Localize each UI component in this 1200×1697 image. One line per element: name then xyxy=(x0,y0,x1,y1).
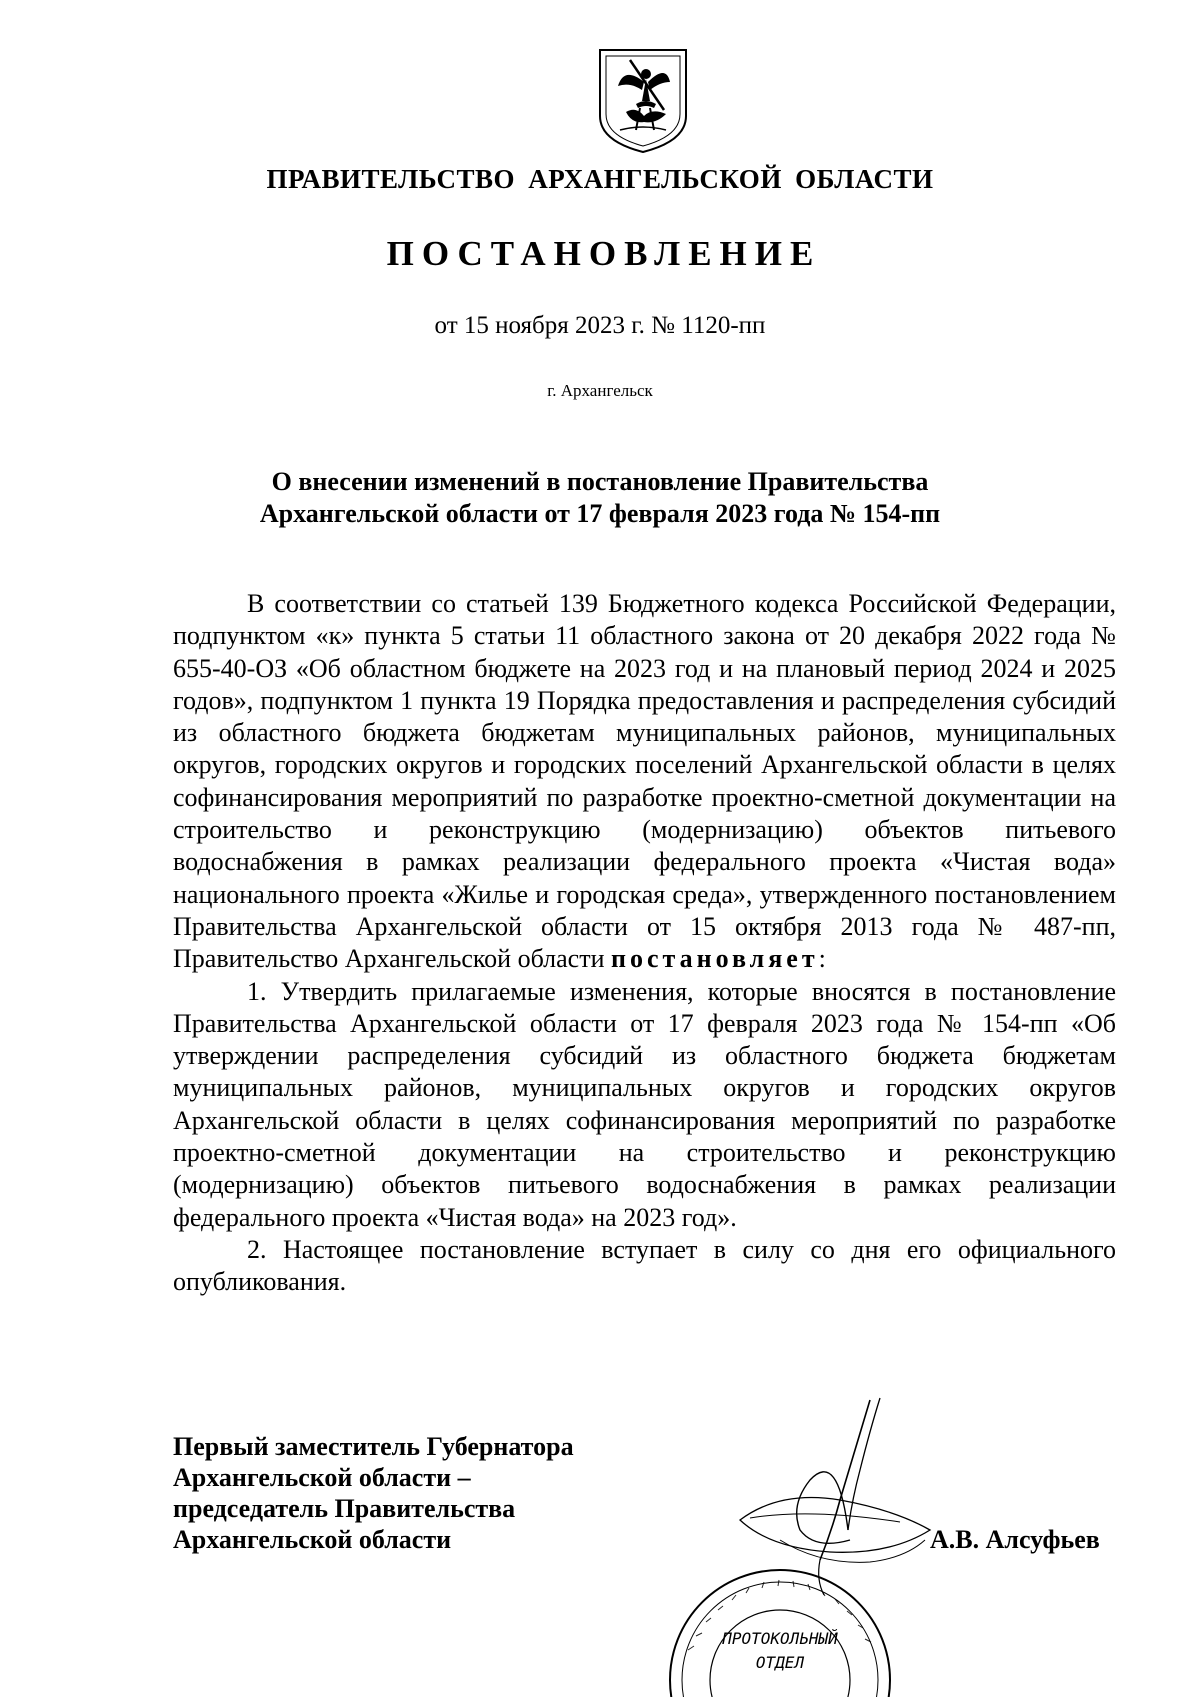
position-line: Архангельской области xyxy=(173,1525,452,1554)
decree-word: постановляет xyxy=(611,944,819,974)
preamble-text: В соответствии со статьей 139 Бюджетного кодекса Российской Федерации, подпунктом «к» пункта 5 статьи 11 областного закона от 20 декабря 2022 года № 655-40-ОЗ «Об областном бюджете на 2023 год и на плановый период 2024 и 2025 годов», подпунктом 1 пункта 19 Порядка предоставления и распределения субсидий из областного бюджета бюджетам муниципальных районов, муниципальных округов, городских округов и городских поселений Архангельской области в целях софинансирования мероприятий по разработке проектно-сметной документации на строительство и реконструкцию (модернизацию) объектов питьевого водоснабжения в рамках реализации федерального проекта «Чистая вода» национального проекта «Жилье и городская среда», утвержденного постановлением Правительства Архангельской области от 15 октября 2013 года № 487-пп, Правительство Архангельской области xyxy=(173,589,1116,974)
signatory-name: А.В. Алсуфьев xyxy=(930,1525,1100,1554)
subject-line-1: О внесении изменений в постановление Правительства xyxy=(271,467,929,496)
document-body xyxy=(173,588,1116,1299)
position-line: Архангельской области – xyxy=(173,1463,471,1492)
organization-title: ПРАВИТЕЛЬСТВО АРХАНГЕЛЬСКОЙ ОБЛАСТИ xyxy=(266,164,934,194)
subject-line-2: Архангельской области от 17 февраля 2023 года № 154-пп xyxy=(259,499,941,528)
position-line: Первый заместитель Губернатора xyxy=(173,1432,574,1461)
document-type: ПОСТАНОВЛЕНИЕ xyxy=(386,234,822,273)
decree-colon: : xyxy=(818,944,826,974)
coat-of-arms-icon xyxy=(596,46,690,156)
document-date-number: от 15 ноября 2023 г. № 1120-пп xyxy=(434,312,766,339)
preamble-paragraph xyxy=(173,588,1116,976)
document-subject xyxy=(0,466,1200,530)
position-line: председатель Правительства xyxy=(173,1494,516,1523)
stamp-text-2: ОТДЕЛ xyxy=(755,1653,805,1672)
stamp-text-1: ПРОТОКОЛЬНЫЙ xyxy=(722,1629,838,1648)
signatory-position xyxy=(173,1431,574,1555)
item-2-paragraph: 2. Настоящее постановление вступает в силу со дня его официального опубликования. xyxy=(173,1234,1116,1297)
round-seal-stamp xyxy=(650,1540,910,1697)
document-city: г. Архангельск xyxy=(547,381,653,400)
item-1-paragraph: 1. Утвердить прилагаемые изменения, которые вносятся в постановление Правительства Архангельской области от 17 февраля 2023 года № 154-пп «Об утверждении распределения субсидий из областного бюджета бюджетам муниципальных районов, муниципальных округов и городских округов Архангельской области в целях софинансирования мероприятий по разработке проектно-сметной документации на строительство и реконструкцию (модернизацию) объектов питьевого водоснабжения в рамках реализации федерального проекта «Чистая вода» на 2023 год». xyxy=(173,976,1116,1232)
